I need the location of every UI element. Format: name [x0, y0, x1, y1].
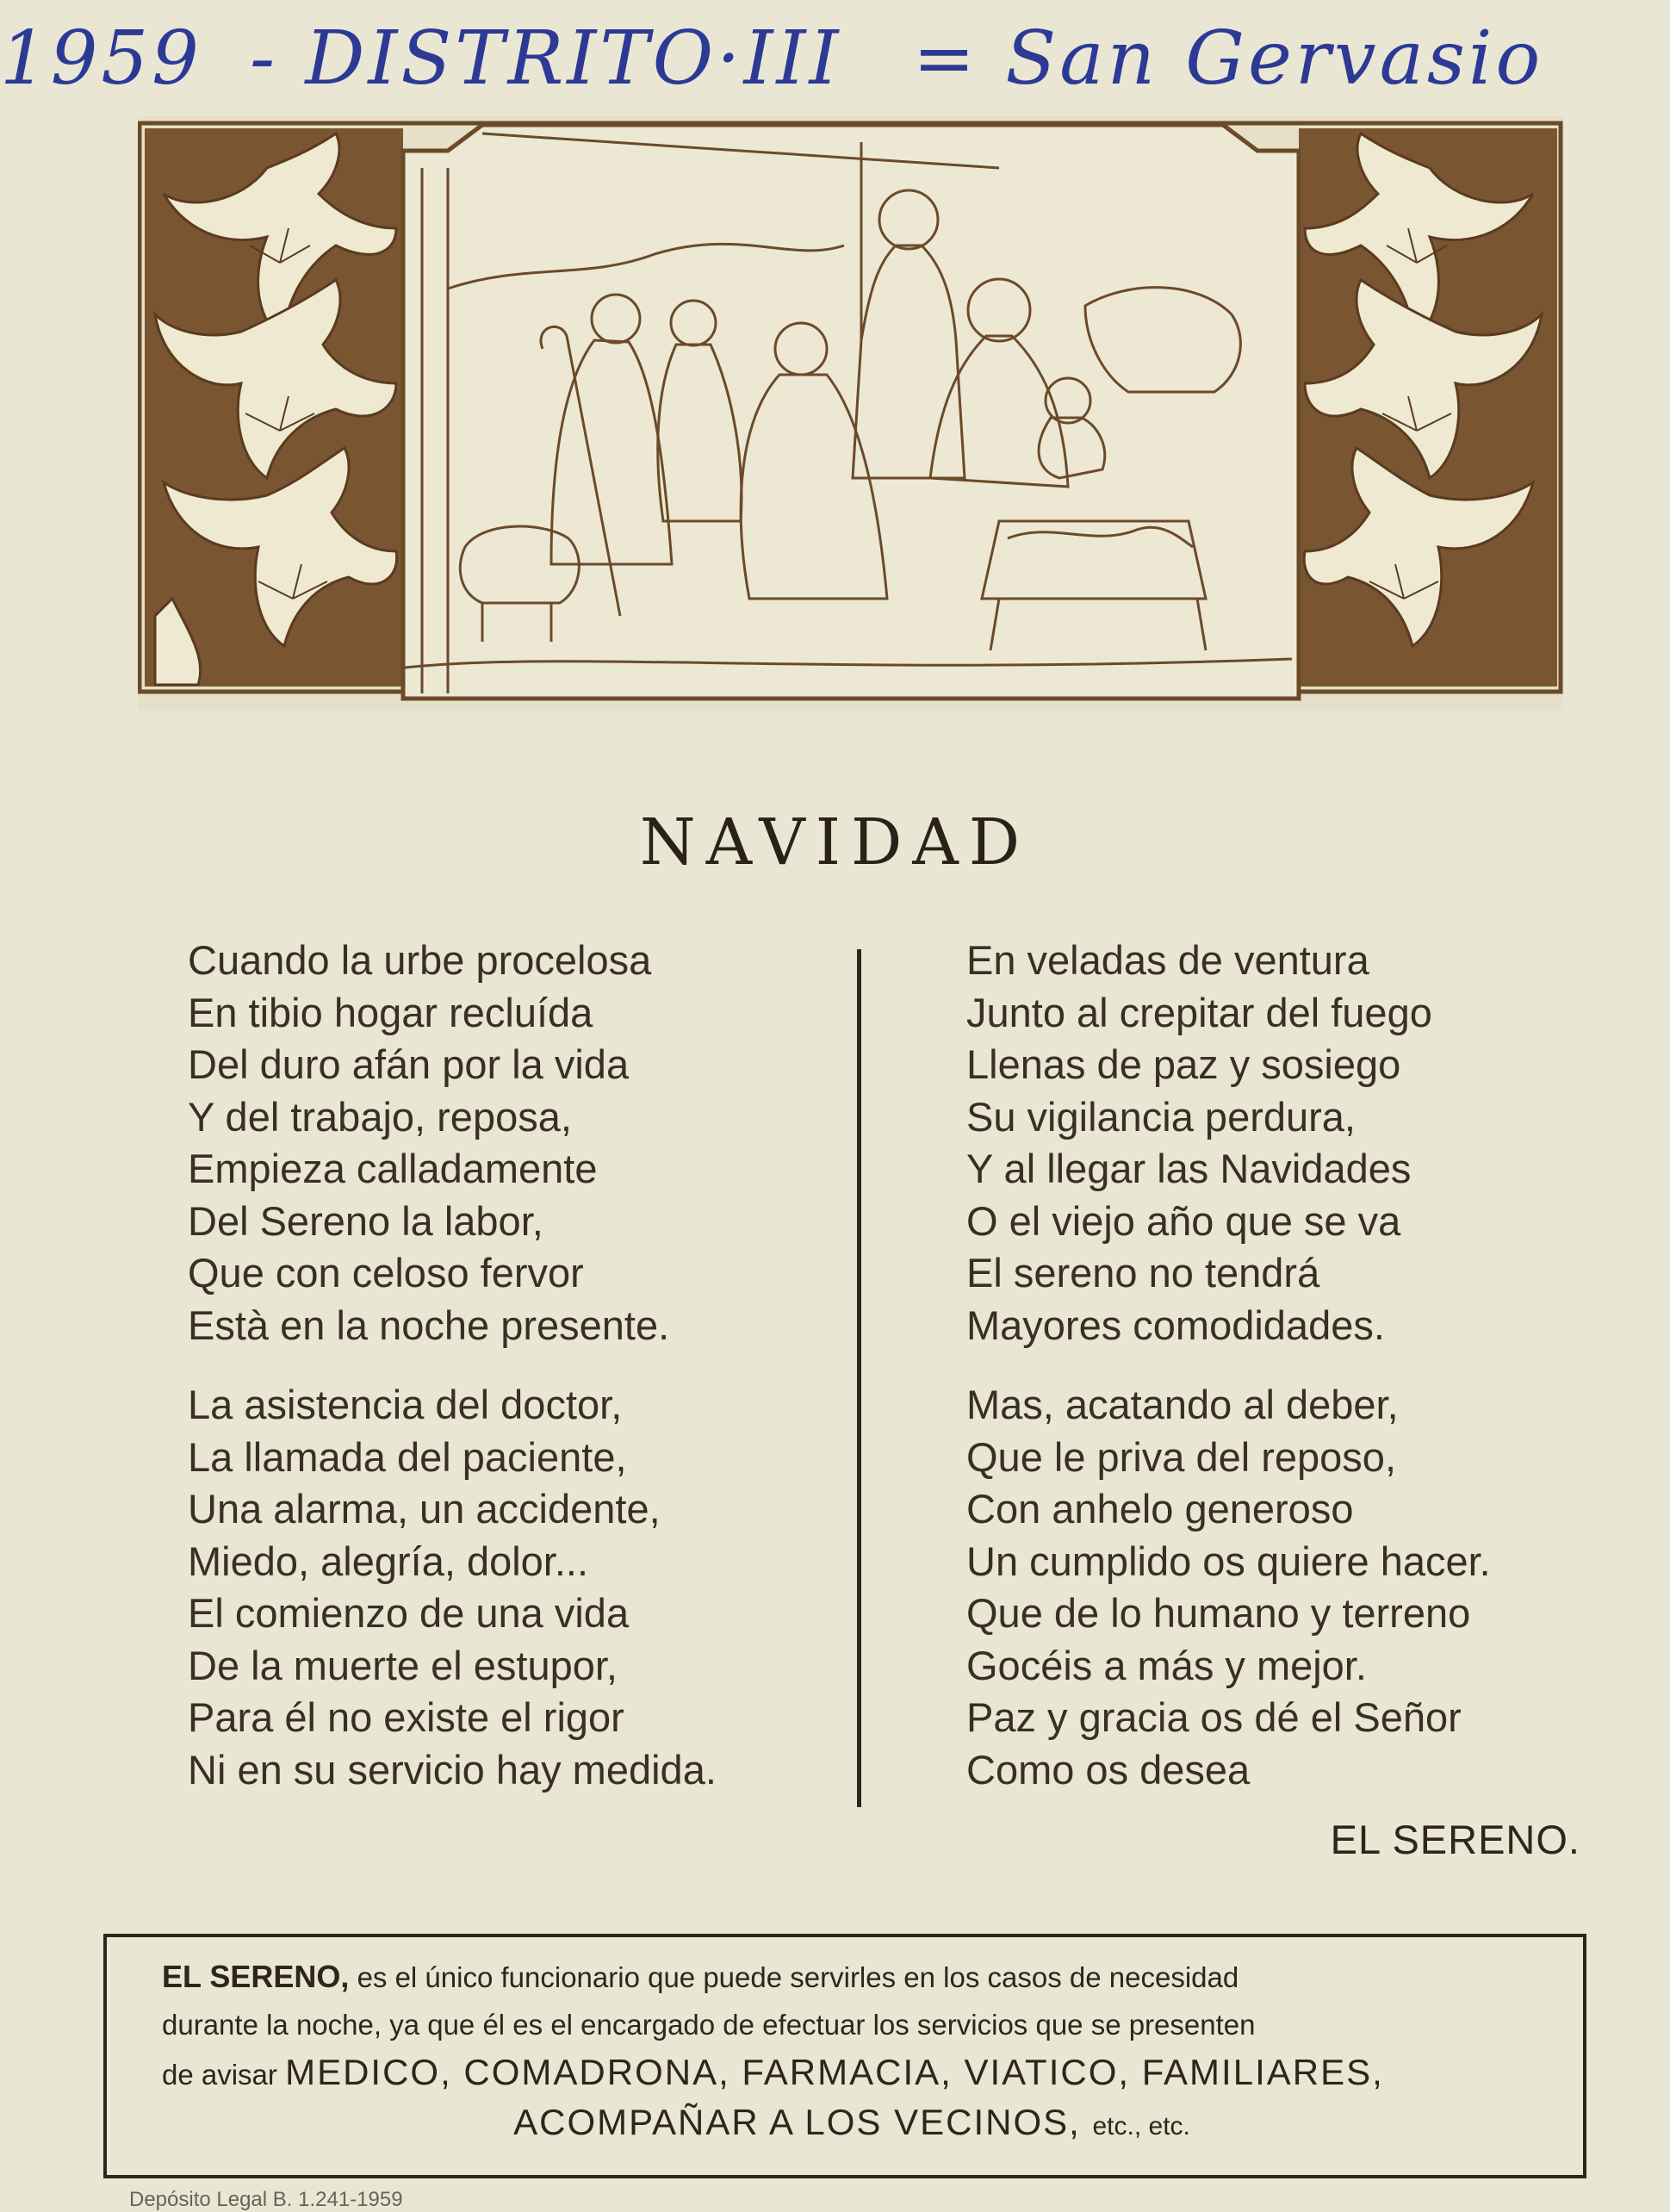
poem-stanza: [188, 935, 877, 1351]
handwritten-place: = San Gervasio: [913, 16, 1544, 102]
poem-line: Gocéis a más y mejor.: [966, 1642, 1367, 1688]
poem-line: En tibio hogar recluída: [188, 989, 593, 1035]
poem-line: Que le priva del reposo,: [966, 1433, 1397, 1480]
notice-etc: etc., etc.: [1092, 2112, 1190, 2141]
poem-line: Paz y gracia os dé el Señor: [966, 1694, 1462, 1740]
notice-services: MEDICO, COMADRONA, FARMACIA, VIATICO, FAMILIARES,: [285, 2052, 1384, 2092]
notice-line-4: [162, 2098, 1542, 2150]
poem-line: Un cumplido os quiere hacer.: [966, 1538, 1491, 1584]
column-divider: [857, 949, 861, 1807]
poem-line: Cuando la urbe procelosa: [188, 937, 652, 983]
poem-line: Su vigilancia perdura,: [966, 1093, 1356, 1140]
poem-line: Y del trabajo, reposa,: [188, 1093, 572, 1140]
poem-line: Para él no existe el rigor: [188, 1694, 624, 1740]
poem-line: La asistencia del doctor,: [188, 1382, 623, 1427]
notice-text: es el único funcionario que puede servirles en los casos de necesidad: [357, 1961, 1239, 1993]
poem-line: Llenas de paz y sosiego: [966, 1041, 1401, 1087]
poem-stanza: [188, 1379, 877, 1796]
poem-line: En veladas de ventura: [966, 937, 1369, 983]
poem-line: El sereno no tendrá: [966, 1250, 1320, 1296]
poem-line: Ni en su servicio hay medida.: [188, 1746, 717, 1793]
poem-stanza: [966, 935, 1655, 1351]
poem-line: El comienzo de una vida: [188, 1590, 630, 1636]
poem-line: Mayores comodidades.: [966, 1302, 1385, 1348]
handwritten-annotation: [0, 16, 1670, 110]
poem-line: Y al llegar las Navidades: [966, 1146, 1412, 1191]
page-title: NAVIDAD: [639, 805, 1031, 879]
notice-box: [103, 1934, 1586, 2178]
poem-line: Mas, acatando al deber,: [966, 1382, 1399, 1427]
poem-line: Miedo, alegría, dolor...: [188, 1538, 589, 1584]
poem-left-column: [188, 935, 877, 1824]
notice-prefix: de avisar: [162, 2059, 277, 2091]
notice-services-2: ACOMPAÑAR A LOS VECINOS,: [513, 2102, 1081, 2142]
legal-deposit: Depósito Legal B. 1.241-1959: [129, 2188, 403, 2211]
notice-line-1: [162, 1953, 1542, 2001]
notice-line-2: durante la noche, ya que él es el encargado de efectuar los servicios que se presenten: [162, 2009, 1256, 2041]
poem-line: Està en la noche presente.: [188, 1302, 670, 1348]
poem-right-column: [966, 935, 1655, 1824]
poem-line: Del Sereno la labor,: [188, 1197, 543, 1244]
poem-line: O el viejo año que se va: [966, 1197, 1401, 1244]
signature: EL SERENO.: [1330, 1817, 1580, 1862]
poem-stanza: [966, 1379, 1655, 1796]
lily-flowers-left: [145, 128, 403, 687]
lily-flowers-right: [1299, 128, 1557, 687]
poem-line: Del duro afán por la vida: [188, 1041, 630, 1087]
poem-line: Que de lo humano y terreno: [966, 1590, 1471, 1636]
poem-line: Que con celoso fervor: [188, 1250, 584, 1296]
poem-line: Con anhelo generoso: [966, 1486, 1354, 1532]
poem-line: Empieza calladamente: [188, 1146, 598, 1191]
poem-line: Una alarma, un accidente,: [188, 1486, 661, 1532]
notice-lead: EL SERENO,: [162, 1959, 350, 1994]
poem-line: La llamada del paciente,: [188, 1433, 627, 1480]
notice-line-3: [162, 2048, 1542, 2098]
nativity-illustration: [138, 116, 1563, 711]
poem-line: De la muerte el estupor,: [188, 1642, 618, 1688]
handwritten-year: 1959: [0, 16, 202, 102]
handwritten-district: - DISTRITO·III: [250, 16, 842, 102]
poem-line: Como os desea: [966, 1746, 1251, 1793]
poem-line: Junto al crepitar del fuego: [966, 989, 1432, 1035]
